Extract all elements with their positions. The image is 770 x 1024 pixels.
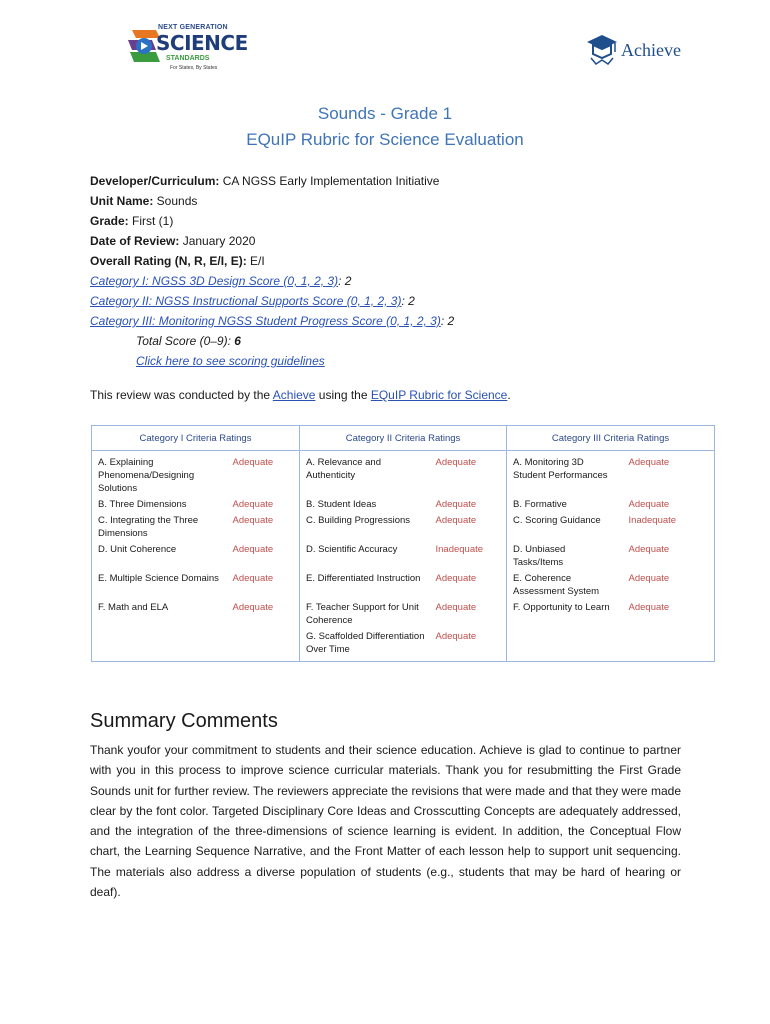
total-score-label: Total Score (0–9):: [136, 334, 235, 348]
unit-value: Sounds: [153, 194, 198, 208]
criterion-cell: E. Multiple Science Domains: [92, 570, 227, 599]
rating-cell: Inadequate: [430, 541, 507, 570]
rating-cell: Adequate: [430, 570, 507, 599]
rating-cell: Inadequate: [623, 512, 715, 541]
criterion-cell: G. Scaffolded Differentiation Over Time: [300, 628, 430, 662]
achieve-logo-text: Achieve: [621, 40, 681, 60]
category-1-header: Category I Criteria Ratings: [92, 426, 300, 451]
criterion-cell: A. Relevance and Authenticity: [300, 451, 430, 497]
table-row: [92, 512, 715, 541]
grade-label: Grade:: [90, 214, 129, 228]
rating-cell: Adequate: [227, 570, 300, 599]
criterion-cell: [507, 628, 623, 662]
category-2-header: Category II Criteria Ratings: [300, 426, 507, 451]
criterion-cell: C. Scoring Guidance: [507, 512, 623, 541]
rating-cell: Adequate: [623, 570, 715, 599]
date-label: Date of Review:: [90, 234, 180, 248]
criterion-cell: F. Math and ELA: [92, 599, 227, 628]
developer-label: Developer/Curriculum:: [90, 174, 220, 188]
review-middle: using the: [315, 388, 371, 402]
developer-value: CA NGSS Early Implementation Initiative: [219, 174, 440, 188]
ngss-logo-standards: STANDARDS: [166, 55, 210, 62]
achieve-link[interactable]: Achieve: [272, 388, 316, 402]
criterion-cell: F. Opportunity to Learn: [507, 599, 623, 628]
table-row: [92, 628, 715, 662]
category-2-score: : 2: [401, 294, 415, 308]
rating-cell: Adequate: [227, 451, 300, 497]
table-row: [92, 570, 715, 599]
criterion-cell: D. Unbiased Tasks/Items: [507, 541, 623, 570]
review-line: [90, 388, 511, 402]
criterion-cell: C. Building Progressions: [300, 512, 430, 541]
equip-rubric-link[interactable]: EQuIP Rubric for Science: [370, 388, 508, 402]
category-1-score: : 2: [338, 274, 352, 288]
grade-line: [90, 214, 173, 228]
date-line: [90, 234, 255, 248]
criterion-cell: F. Teacher Support for Unit Coherence: [300, 599, 430, 628]
unit-label: Unit Name:: [90, 194, 154, 208]
criterion-cell: D. Unit Coherence: [92, 541, 227, 570]
criterion-cell: [92, 628, 227, 662]
criteria-ratings-table: [91, 425, 715, 662]
rating-cell: Adequate: [227, 512, 300, 541]
rating-label: Overall Rating (N, R, E/I, E):: [90, 254, 247, 268]
rating-cell: Adequate: [623, 496, 715, 512]
category-1-line: [90, 274, 351, 288]
scoring-guidelines-link[interactable]: Click here to see scoring guidelines: [136, 354, 325, 368]
category-3-line: [90, 314, 454, 328]
total-score-line: [136, 334, 241, 348]
ngss-logo-science: SCIENCE: [156, 31, 248, 55]
rating-cell: Adequate: [430, 599, 507, 628]
rating-cell: Adequate: [227, 496, 300, 512]
date-value: January 2020: [179, 234, 256, 248]
rating-cell: Adequate: [623, 599, 715, 628]
document-subtitle: EQuIP Rubric for Science Evaluation: [246, 130, 524, 149]
category-1-link[interactable]: Category I: NGSS 3D Design Score (0, 1, 2, 3): [90, 274, 339, 288]
rating-cell: Adequate: [430, 512, 507, 541]
summary-text: Thank youfor your commitment to students and their science education. Achieve is glad to continue to partner with you in this process to improve science curricular materials. Thank you for resubmitting the First Grade Sounds unit for further review. The reviewers appreciate the revisions that were made and that they were made clear by the font color. Targeted Disciplinary Core Ideas and Crosscutting Concepts are adequately addressed, and the integration of the three-dimensions of science learning is evident. In addition, the Conceptual Flow chart, the Learning Sequence Narrative, and the Front Matter of each lesson help to support unit sequencing. The materials also address a diverse population of students (e.g., students that may be hard of hearing or deaf).: [90, 743, 681, 900]
rating-cell: Adequate: [227, 599, 300, 628]
table-row: [92, 451, 715, 497]
criterion-cell: B. Three Dimensions: [92, 496, 227, 512]
criterion-cell: E. Differentiated Instruction: [300, 570, 430, 599]
rating-cell: Adequate: [430, 496, 507, 512]
table-row: [92, 599, 715, 628]
category-3-link[interactable]: Category III: Monitoring NGSS Student Progress Score (0, 1, 2, 3): [90, 314, 441, 328]
unit-line: [90, 194, 197, 208]
grade-value: First (1): [128, 214, 174, 228]
ngss-logo-tagline: For States, By States: [170, 65, 218, 71]
category-3-header: Category III Criteria Ratings: [507, 426, 715, 451]
category-3-score: : 2: [440, 314, 455, 328]
review-suffix: .: [507, 388, 511, 402]
achieve-logo: [583, 28, 683, 72]
table-row: [92, 496, 715, 512]
guidelines-line: [136, 354, 325, 368]
developer-line: [90, 174, 439, 188]
rating-cell: Adequate: [227, 541, 300, 570]
ngss-logo-top: NEXT GENERATION: [158, 24, 228, 31]
table-row: [92, 541, 715, 570]
review-prefix: This review was conducted by the: [90, 388, 273, 402]
summary-heading: Summary Comments: [90, 710, 278, 732]
rating-cell: Adequate: [623, 541, 715, 570]
graduation-cap-icon: [583, 28, 621, 68]
rating-cell: [227, 628, 300, 662]
category-2-line: [90, 294, 415, 308]
document-title: Sounds - Grade 1: [317, 104, 453, 123]
ratings-header-row: [92, 426, 715, 451]
criterion-cell: A. Monitoring 3D Student Performances: [507, 451, 623, 497]
criterion-cell: E. Coherence Assessment System: [507, 570, 623, 599]
category-2-link[interactable]: Category II: NGSS Instructional Supports Score (0, 1, 2, 3): [90, 294, 402, 308]
rating-cell: Adequate: [430, 628, 507, 662]
criterion-cell: B. Formative: [507, 496, 623, 512]
criterion-cell: C. Integrating the Three Dimensions: [92, 512, 227, 541]
criterion-cell: A. Explaining Phenomena/Designing Solutions: [92, 451, 227, 497]
criterion-cell: D. Scientific Accuracy: [300, 541, 430, 570]
rating-cell: [623, 628, 715, 662]
total-score-value: 6: [234, 334, 241, 348]
ngss-logo: [126, 22, 248, 76]
criterion-cell: B. Student Ideas: [300, 496, 430, 512]
rating-line: [90, 254, 265, 268]
rating-value: E/I: [246, 254, 265, 268]
rating-cell: Adequate: [430, 451, 507, 497]
rating-cell: Adequate: [623, 451, 715, 497]
